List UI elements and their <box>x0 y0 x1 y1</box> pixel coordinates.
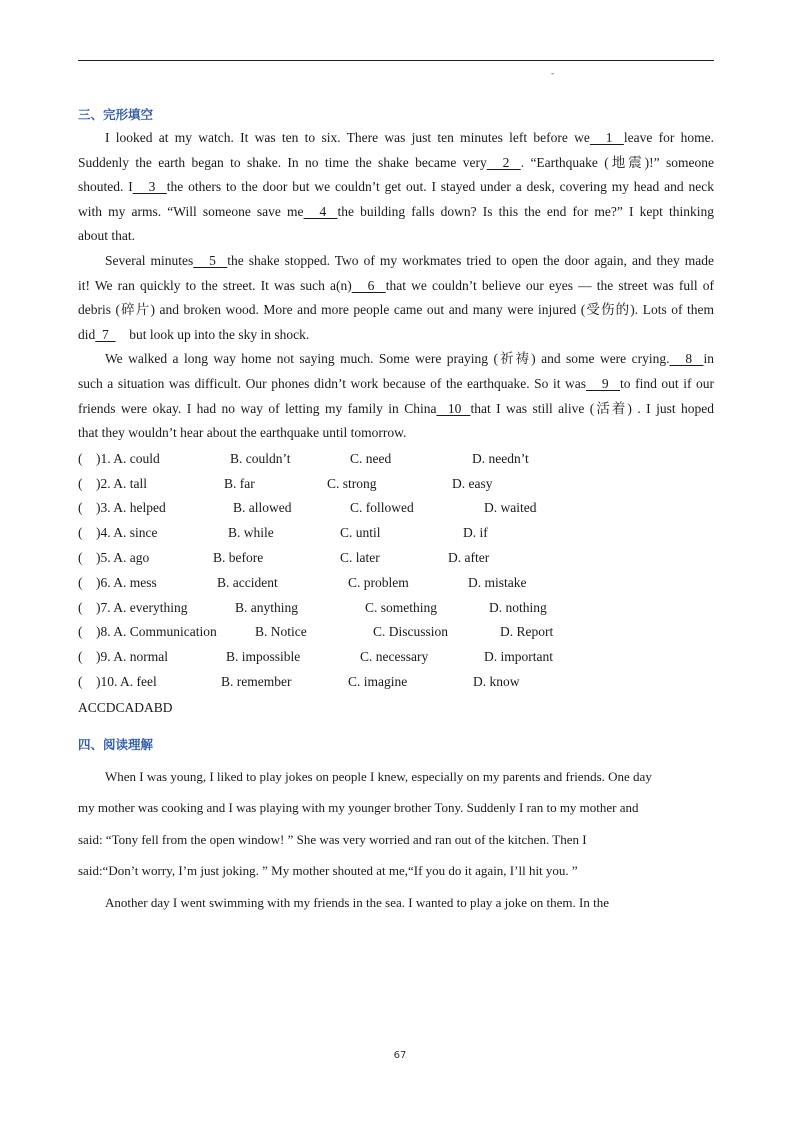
question-option-a: ( )9. A. normal <box>78 649 168 665</box>
question-option-b: B. couldn’t <box>230 450 291 466</box>
reading-line: my mother was cooking and I was playing with my younger brother Tony. Suddenly I ran to my mother and <box>78 800 639 816</box>
answer-key: ACCDCADABD <box>78 699 173 715</box>
question-option-a: ( )8. A. Communication <box>78 624 217 640</box>
question-option-d: D. nothing <box>489 599 547 615</box>
cloze-line: debris (碎片) and broken wood. More and more people came out and many were injured (受伤的). Lots of them <box>78 302 714 318</box>
question-row <box>78 546 714 571</box>
cloze-passage <box>78 126 714 446</box>
question-row <box>78 521 714 546</box>
reading-line: said:“Don’t worry, I’m just joking. ” My mother shouted at me,“If you do it again, I’ll hit you. ” <box>78 863 578 879</box>
question-option-a: ( )2. A. tall <box>78 475 147 491</box>
question-row <box>78 620 714 645</box>
question-row <box>78 472 714 497</box>
section4-heading: 四、阅读理解 <box>78 736 154 752</box>
reading-passage <box>78 761 714 919</box>
cloze-options <box>78 447 714 695</box>
question-option-a: ( )5. A. ago <box>78 549 150 565</box>
question-option-a: ( )7. A. everything <box>78 599 188 615</box>
reading-line: said: “Tony fell from the open window! ” She was very worried and ran out of the kitchen. Then I <box>78 831 587 847</box>
question-row <box>78 670 714 695</box>
cloze-paragraph <box>78 249 714 347</box>
cloze-line: I looked at my watch. It was ten to six. There was just ten minutes left before we 1 leave for home. <box>78 126 714 151</box>
question-row <box>78 596 714 621</box>
cloze-blank: 10 <box>436 400 471 416</box>
question-option-c: C. problem <box>348 574 409 590</box>
section3-heading: 三、完形填空 <box>78 107 154 122</box>
question-option-d: D. know <box>473 673 520 689</box>
question-option-c: C. something <box>365 599 438 615</box>
cloze-line: We walked a long way home not saying much. Some were praying (祈祷) and some were crying. 8 in <box>78 347 714 372</box>
question-option-d: D. easy <box>452 475 493 491</box>
question-option-b: B. allowed <box>233 500 292 516</box>
question-option-d: D. after <box>448 549 490 565</box>
question-option-d: D. needn’t <box>472 450 529 466</box>
cloze-line: Suddenly the earth began to shake. In no time the shake became very 2 . “Earthquake (地震)!” someone <box>78 151 714 176</box>
question-option-d: D. mistake <box>468 574 527 590</box>
question-option-a: ( )3. A. helped <box>78 500 166 516</box>
question-option-c: C. need <box>350 450 392 466</box>
cloze-blank: 6 <box>351 277 386 293</box>
question-option-b: B. remember <box>221 673 292 689</box>
question-option-c: C. later <box>340 549 380 565</box>
page-number: 67 <box>393 1050 407 1061</box>
question-option-b: B. impossible <box>226 649 301 665</box>
question-option-d: D. Report <box>500 624 554 640</box>
question-option-c: C. until <box>340 525 381 541</box>
question-row <box>78 571 714 596</box>
question-option-d: D. important <box>484 649 553 665</box>
page-content <box>78 104 714 918</box>
cloze-blank: 4 <box>303 203 338 219</box>
cloze-blank: 1 <box>589 130 624 145</box>
cloze-line: with my arms. “Will someone save me 4 the building falls down? Is this the end for me?” I kept thinking <box>78 200 714 225</box>
question-option-b: B. accident <box>217 574 278 590</box>
question-option-c: C. followed <box>350 500 414 516</box>
cloze-line: Several minutes 5 the shake stopped. Two of my workmates tried to open the door again, and they made <box>78 249 714 274</box>
reading-line: Another day I went swimming with my friends in the sea. I wanted to play a joke on them. In the <box>105 894 609 910</box>
question-option-c: C. strong <box>327 475 377 491</box>
question-option-a: ( )4. A. since <box>78 525 158 541</box>
cloze-line: shouted. I 3 the others to the door but we couldn’t get out. I stayed under a desk, covering my head and neck <box>78 175 714 200</box>
cloze-line: about that. <box>78 228 135 244</box>
cloze-blank: 8 <box>669 351 704 367</box>
question-option-c: C. Discussion <box>373 624 449 640</box>
cloze-blank: 9 <box>586 375 621 391</box>
cloze-paragraph <box>78 347 714 445</box>
cloze-line: did 7 but look up into the sky in shock. <box>78 323 714 348</box>
question-option-b: B. Notice <box>255 624 307 640</box>
question-option-c: C. necessary <box>360 649 429 665</box>
question-row <box>78 496 714 521</box>
cloze-paragraph <box>78 126 714 249</box>
cloze-line: it! We ran quickly to the street. It was such a(n) 6 that we couldn’t believe our eyes — the street was full of <box>78 274 714 299</box>
cloze-blank: 5 <box>193 252 228 268</box>
cloze-line: that they wouldn’t hear about the earthquake until tomorrow. <box>78 425 407 441</box>
question-option-c: C. imagine <box>348 673 408 689</box>
reading-line: When I was young, I liked to play jokes on people I knew, especially on my parents and friends. One day <box>105 768 652 784</box>
header-mark: - <box>551 68 554 78</box>
question-option-d: D. waited <box>484 500 537 516</box>
cloze-blank: 2 <box>486 154 521 170</box>
cloze-line: friends were okay. I had no way of letting my family in China 10 that I was still alive (活着) . I just hoped <box>78 397 714 422</box>
question-option-a: ( )6. A. mess <box>78 574 157 590</box>
cloze-blank: 7 <box>95 326 116 342</box>
header-rule <box>78 60 714 61</box>
question-option-b: B. while <box>228 525 274 541</box>
question-option-a: ( )10. A. feel <box>78 673 157 689</box>
question-option-d: D. if <box>463 525 488 541</box>
question-row <box>78 447 714 472</box>
question-option-a: ( )1. A. could <box>78 450 160 466</box>
question-option-b: B. before <box>213 549 264 565</box>
question-row <box>78 645 714 670</box>
cloze-line: such a situation was difficult. Our phones didn’t work because of the earthquake. So it was 9 to find out if our <box>78 372 714 397</box>
question-option-b: B. anything <box>235 599 298 615</box>
question-option-b: B. far <box>224 475 255 491</box>
cloze-blank: 3 <box>132 179 167 195</box>
